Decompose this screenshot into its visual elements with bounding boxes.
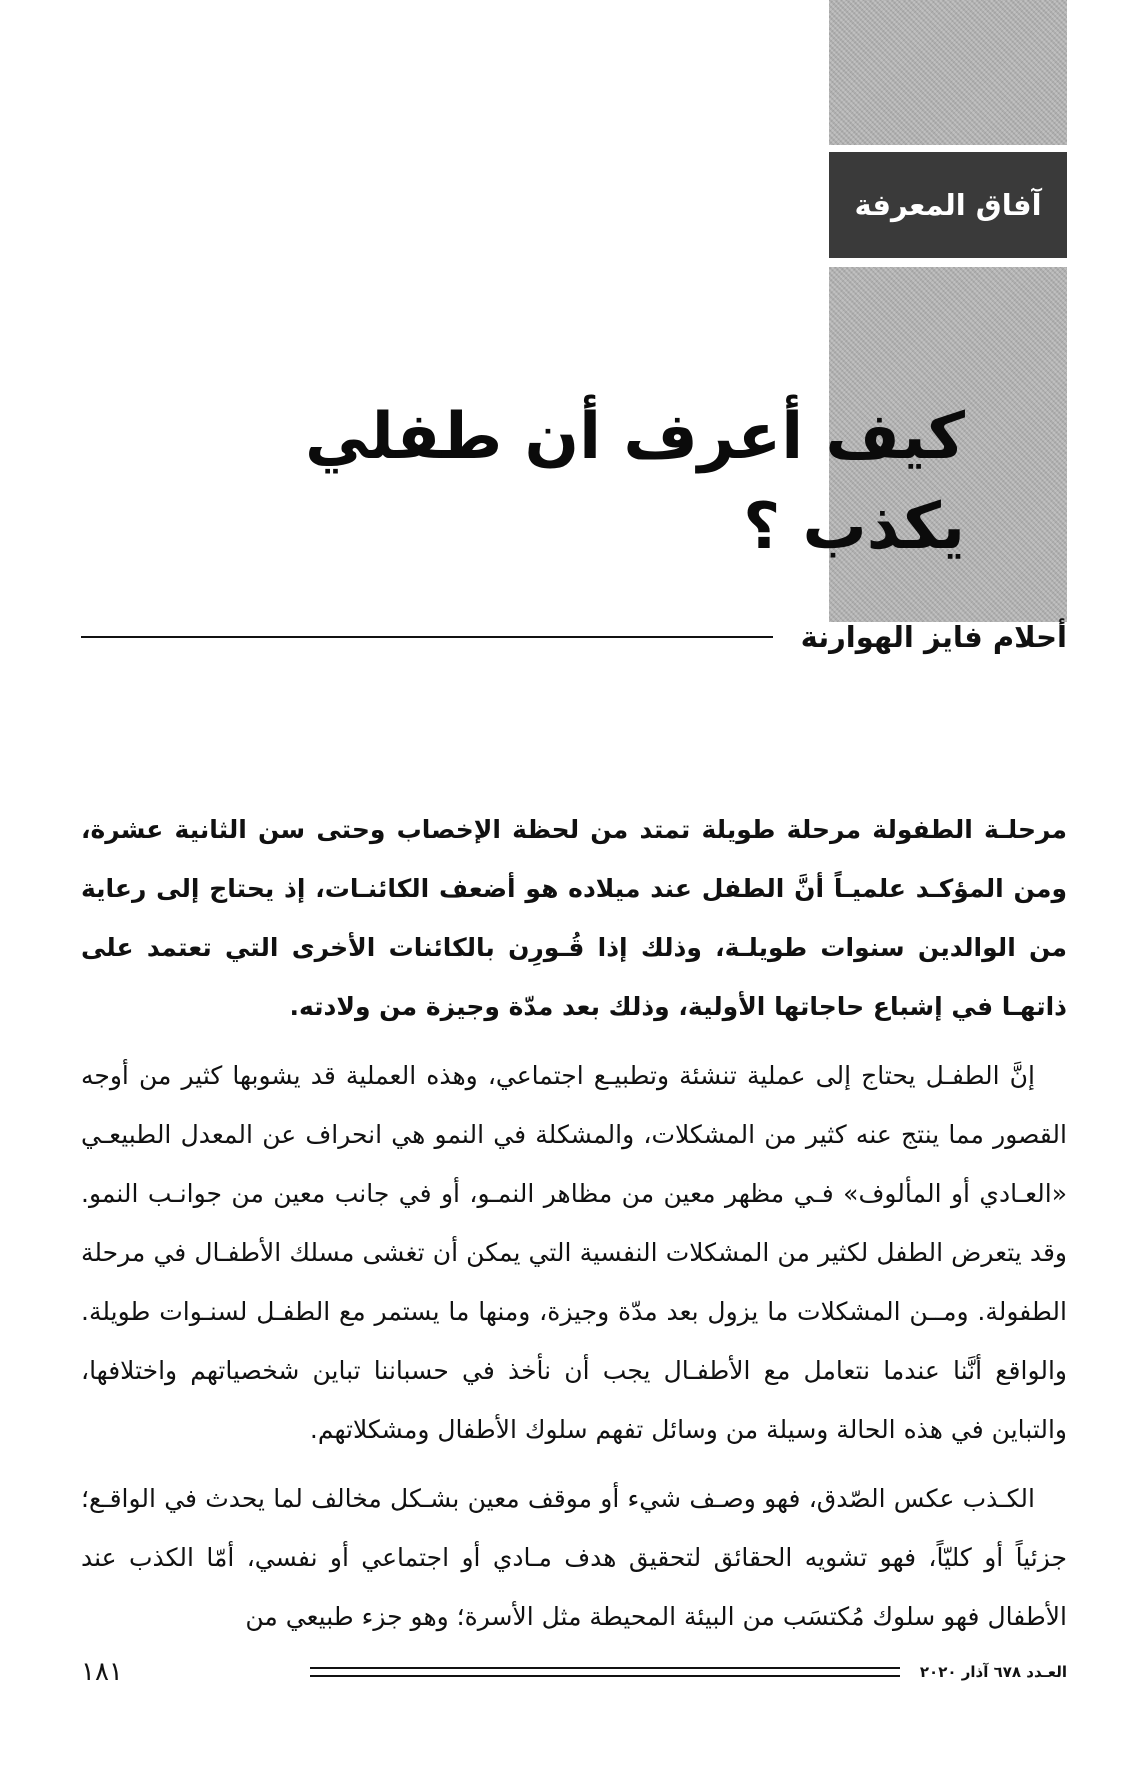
body-paragraph: الكـذب عكس الصّدق، فهو وصـف شيء أو موقف معين بشـكل مخالف لما يحدث في الواقـع؛ جزئياً أو كليّاً، فهو تشويه الحقائق لتحقيق هدف مـادي أو اجتماعي أو نفسي، أمّا الكذب عند الأطفال فهو سلوك مُكتسَب من البيئة المحيطة مثل الأسرة؛ وهو جزء طبيعي من xyxy=(81,1484,1067,1631)
page-number: ١٨١ xyxy=(81,1657,123,1687)
byline xyxy=(81,612,1067,662)
page-footer xyxy=(81,1652,1067,1692)
author-name: أحلام فايز الهوارنة xyxy=(800,620,1067,654)
article-title: كيف أعرف أن طفلي يكذب ؟ xyxy=(305,400,965,564)
decorative-grey-block-top xyxy=(829,0,1067,145)
body-paragraph: إنَّ الطفـل يحتاج إلى عملية تنشئة وتطبيـع اجتماعي، وهذه العملية قد يشوبها كثير من أوجه القصور مما ينتج عنه كثير من المشكلات، والمشكلة في النمو هي انحراف عن المعدل الطبيعـي «العـادي أو المألوف» فـي مظهر معين من مظاهر النمـو، أو في جانب معين من جوانـب النمو. وقد يتعرض الطفل لكثير من المشكلات النفسية التي يمكن أن تغشى مسلك الأطفـال في مرحلة الطفولة. ومــن المشكلات ما يزول بعد مدّة وجيزة، ومنها ما يستمر مع الطفـل لسنـوات طويلة. والواقع أنَّنا عندما نتعامل مع الأطفـال يجب أن نأخذ في حسباننا تباين شخصياتهم واختلافها، والتباين في هذه الحالة وسيلة من وسائل تفهم سلوك الأطفال ومشكلاتهم. xyxy=(81,1061,1067,1444)
byline-rule xyxy=(81,636,773,638)
issue-info: العـدد ٦٧٨ آذار ٢٠٢٠ xyxy=(919,1663,1067,1681)
intro-paragraph: مرحلـة الطفولة مرحلة طويلة تمتد من لحظة الإخصاب وحتى سن الثانية عشرة، ومن المؤكـد علميـاً أنَّ الطفل عند ميلاده هو أضعف الكائنـات، إذ يحتاج إلى رعاية من الوالدين سنوات طويلـة، وذلك إذا قُـورِن بالكائنات الأخرى التي تعتمد على ذاتهـا في إشباع حاجاتها الأولية، وذلك بعد مدّة وجيزة من ولادته. xyxy=(81,815,1067,1021)
footer-double-rule xyxy=(310,1667,900,1677)
section-label: آفاق المعرفة xyxy=(829,152,1067,258)
article-body xyxy=(81,800,1067,1646)
